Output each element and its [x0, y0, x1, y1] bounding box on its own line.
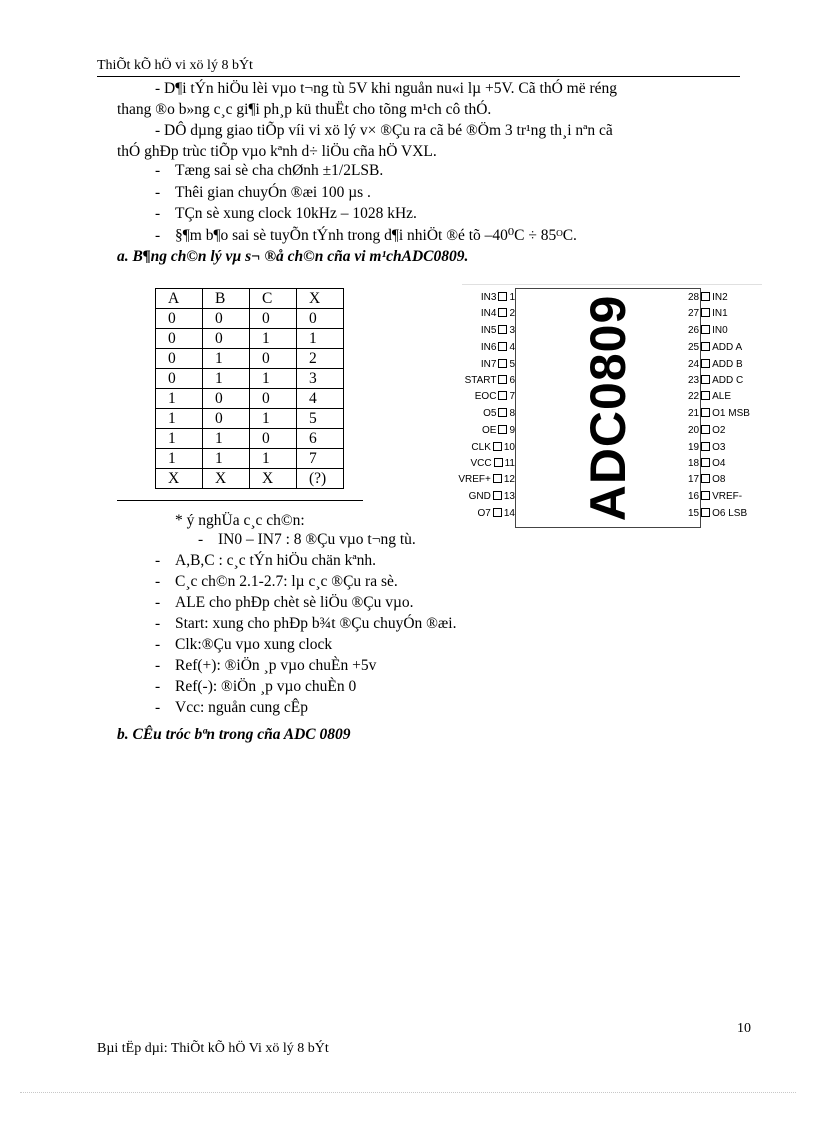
bullet-item: - A,B,C : c¸c tÝn hiÖu chän kªnh.	[155, 552, 377, 569]
chip-pin-left: GND 13	[468, 491, 515, 502]
pin-square-icon	[701, 325, 710, 334]
table-cell: 0	[203, 389, 250, 409]
table-cell: 1	[250, 329, 297, 349]
table-header-cell: B	[203, 289, 250, 309]
table-cell: 1	[203, 349, 250, 369]
pin-square-icon	[701, 508, 710, 517]
header-rule	[97, 76, 740, 77]
chip-pin-left: O7 14	[477, 508, 515, 519]
chip-pin-right: 28 IN2	[688, 292, 728, 303]
table-cell: 4	[297, 389, 344, 409]
chip-pin-right: 23 ADD C	[688, 375, 744, 386]
pin-square-icon	[498, 325, 507, 334]
chip-pin-right: 19 O3	[688, 442, 726, 453]
pin-square-icon	[493, 442, 502, 451]
pin-square-icon	[701, 474, 710, 483]
chip-pin-left: IN5 3	[480, 325, 515, 336]
bullet-item: - Clk:®Çu vµo xung clock	[155, 636, 333, 653]
table-underline	[117, 500, 363, 501]
table-row	[156, 329, 344, 349]
table-cell: 0	[250, 349, 297, 369]
bullet-item: - Ref(-): ®iÖn ¸p vµo chuÈn 0	[155, 678, 357, 695]
chip-pin-right: 15 O6 LSB	[688, 508, 748, 519]
table-cell: 1	[156, 429, 203, 449]
chip-pin-right: 18 O4	[688, 458, 726, 469]
table-cell: 1	[250, 409, 297, 429]
table-cell: 1	[203, 429, 250, 449]
table-row	[156, 469, 344, 489]
pin-square-icon	[701, 408, 710, 417]
paragraph-2-line-1: - DÔ dµng giao tiÕp víi vi xö lý v× ®Çu ra cã bé ®Öm 3 tr¹ng th¸i nªn cã	[155, 122, 613, 139]
table-cell: 1	[250, 369, 297, 389]
pin-square-icon	[493, 508, 502, 517]
chip-pin-right: 22 ALE	[688, 391, 732, 402]
chip-pin-left: IN7 5	[480, 359, 515, 370]
pin-square-icon	[701, 491, 710, 500]
pin-square-icon	[494, 458, 503, 467]
pin-square-icon	[493, 474, 502, 483]
pin-square-icon	[701, 458, 710, 467]
pin-square-icon	[498, 391, 507, 400]
truth-table	[155, 288, 344, 489]
table-cell: 0	[250, 389, 297, 409]
section-heading-a: a. B¶ng ch©n lý vµ s¬ ®å ch©n cña vi m¹chADC0809.	[117, 248, 469, 265]
chip-pin-right: 21 O1 MSB	[688, 408, 750, 419]
pin-square-icon	[493, 491, 502, 500]
pin-square-icon	[701, 425, 710, 434]
bullet-item: - Tæng sai sè cha chØnh ±1/2LSB.	[155, 162, 384, 179]
chip-pin-left: START 6	[464, 375, 515, 386]
chip-top-line	[462, 284, 762, 285]
table-cell: 0	[156, 349, 203, 369]
table-cell: 0	[156, 369, 203, 389]
pin-square-icon	[701, 442, 710, 451]
table-cell: 6	[297, 429, 344, 449]
bullet-item: - C¸c ch©n 2.1-2.7: lµ c¸c ®Çu ra sè.	[155, 573, 398, 590]
page-footer: Bµi tËp dµi: ThiÕt kÕ hÖ Vi xö lý 8 bÝt	[97, 1041, 329, 1056]
bullet-item: - ALE cho phÐp chèt sè liÖu ®Çu vµo.	[155, 594, 414, 611]
pin-square-icon	[701, 375, 710, 384]
chip-pin-left: VCC 11	[470, 458, 515, 469]
table-cell: 0	[203, 329, 250, 349]
chip-pin-left: EOC 7	[474, 391, 515, 402]
table-cell: 3	[297, 369, 344, 389]
pin-square-icon	[498, 308, 507, 317]
table-header-cell: C	[250, 289, 297, 309]
pin-square-icon	[701, 359, 710, 368]
pin-square-icon	[701, 308, 710, 317]
bullet-item: - Ref(+): ®iÖn ¸p vµo chuÈn +5v	[155, 657, 377, 674]
paragraph-1-line-2: thang ®o b»ng c¸c gi¶i ph¸p kü thuËt cho tõng m¹ch cô thÓ.	[117, 101, 492, 118]
table-cell: 1	[156, 389, 203, 409]
table-cell: 5	[297, 409, 344, 429]
footer-dotted-rule	[20, 1092, 796, 1093]
table-cell: 7	[297, 449, 344, 469]
chip-pin-left: IN4 2	[480, 308, 515, 319]
paragraph-1-line-1: - D¶i tÝn hiÖu lèi vµo t¬ng tù 5V khi nguån nu«i lµ +5V. Cã thÓ më réng	[155, 80, 617, 97]
table-row	[156, 409, 344, 429]
chip-pin-left: IN3 1	[480, 292, 515, 303]
chip-pin-right: 17 O8	[688, 474, 726, 485]
table-cell: (?)	[297, 469, 344, 489]
table-cell: 0	[156, 309, 203, 329]
table-cell: 1	[156, 409, 203, 429]
table-cell: X	[156, 469, 203, 489]
table-row	[156, 309, 344, 329]
table-cell: 0	[156, 329, 203, 349]
table-cell: 1	[203, 369, 250, 389]
page-number: 10	[737, 1021, 751, 1036]
table-cell: X	[203, 469, 250, 489]
pin-meaning-title: * ý nghÜa c¸c ch©n:	[175, 512, 305, 529]
table-header-cell: X	[297, 289, 344, 309]
table-header-row	[156, 289, 344, 309]
table-cell: 0	[250, 309, 297, 329]
table-row	[156, 349, 344, 369]
bullet-item: - TÇn sè xung clock 10kHz – 1028 kHz.	[155, 205, 417, 222]
pin-square-icon	[701, 342, 710, 351]
pin-square-icon	[498, 292, 507, 301]
chip-pin-left: OE 9	[481, 425, 515, 436]
bullet-item: - Start: xung cho phÐp b¾t ®Çu chuyÓn ®æi.	[155, 615, 457, 632]
table-header-cell: A	[156, 289, 203, 309]
table-cell: 1	[297, 329, 344, 349]
chip-pin-right: 24 ADD B	[688, 359, 743, 370]
pin-square-icon	[498, 375, 507, 384]
table-cell: 0	[203, 409, 250, 429]
table-row	[156, 429, 344, 449]
table-cell: 1	[250, 449, 297, 469]
table-cell: 1	[156, 449, 203, 469]
table-row	[156, 389, 344, 409]
table-cell: 0	[203, 309, 250, 329]
pin-square-icon	[498, 359, 507, 368]
table-cell: 1	[203, 449, 250, 469]
table-cell: 0	[297, 309, 344, 329]
bullet-item: - IN0 – IN7 : 8 ®Çu vµo t¬ng tù.	[198, 531, 416, 548]
table-cell: 2	[297, 349, 344, 369]
chip-pin-right: 27 IN1	[688, 308, 728, 319]
table-row	[156, 449, 344, 469]
chip-pin-right: 20 O2	[688, 425, 726, 436]
bullet-item: - Thêi gian chuyÓn ®æi 100 µs .	[155, 184, 371, 201]
section-heading-b: b. CÊu tróc bªn trong cña ADC 0809	[117, 726, 351, 743]
table-cell: X	[250, 469, 297, 489]
chip-pin-left: IN6 4	[480, 342, 515, 353]
chip-name: ADC0809	[580, 294, 636, 522]
page-header: ThiÕt kÕ hÖ vi xö lý 8 bÝt	[97, 58, 253, 73]
chip-pin-right: 16 VREF-	[688, 491, 743, 502]
pin-square-icon	[701, 391, 710, 400]
chip-pin-left: CLK 10	[471, 442, 515, 453]
table-row	[156, 369, 344, 389]
chip-pin-left: VREF+ 12	[458, 474, 515, 485]
table-cell: 0	[250, 429, 297, 449]
bullet-item: - Vcc: nguån cung cÊp	[155, 699, 308, 716]
pin-square-icon	[498, 425, 507, 434]
bullet-item: - §¶m b¶o sai sè tuyÕn tÝnh trong d¶i nhiÖt ®é tõ –40⁰C ÷ 85ᴼC.	[155, 227, 577, 244]
chip-pin-right: 26 IN0	[688, 325, 728, 336]
pin-square-icon	[498, 408, 507, 417]
chip-pin-right: 25 ADD A	[688, 342, 743, 353]
pin-square-icon	[701, 292, 710, 301]
chip-pin-left: O5 8	[483, 408, 515, 419]
paragraph-2-line-2: thÓ ghÐp trùc tiÕp vµo kªnh d÷ liÖu cña hÖ VXL.	[117, 143, 437, 160]
pin-square-icon	[498, 342, 507, 351]
